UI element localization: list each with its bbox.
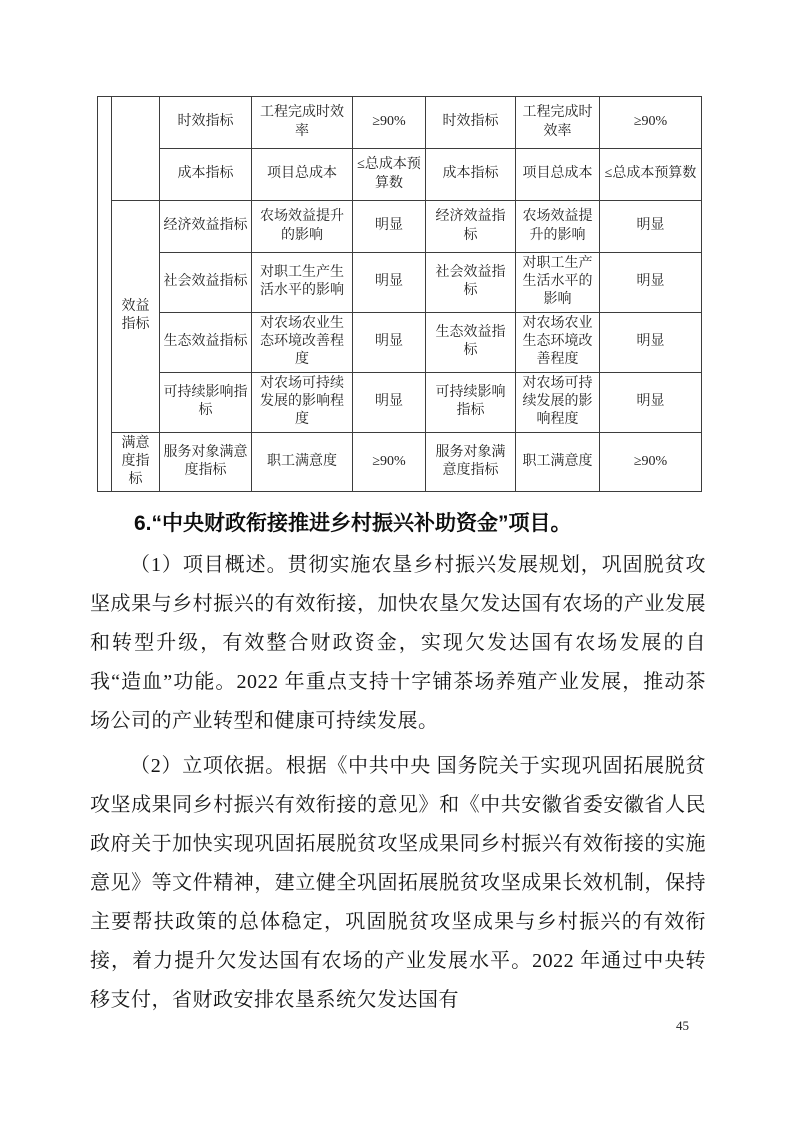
table-cell: 职工满意度 xyxy=(516,432,600,492)
table-cell: ≥90% xyxy=(353,432,426,492)
table-cell: 明显 xyxy=(353,372,426,432)
table-cell: 明显 xyxy=(353,312,426,372)
table-cell: ≥90% xyxy=(353,97,426,149)
table-cell: 农场效益提升的影响 xyxy=(516,201,600,253)
table-cell: 对农场农业生态环境改善程度 xyxy=(252,312,353,372)
table-cell: 明显 xyxy=(600,372,702,432)
table-cell: ≤总成本预算数 xyxy=(600,149,702,201)
table-cell: 生态效益指标 xyxy=(426,312,516,372)
table-cell: 服务对象满意度指标 xyxy=(426,432,516,492)
paragraph-project-basis: （2）立项依据。根据《中共中央 国务院关于实现巩固拓展脱贫攻坚成果同乡村振兴有效衔接的意见》和《中共安徽省委安徽省人民政府关于加快实现巩固拓展脱贫攻坚成果同乡村振兴有效衔接的实施意见》等文件精神，建立健全巩固拓展脱贫攻坚成果长效机制，保持主要帮扶政策的总体稳定，巩固脱贫攻坚成果与乡村振兴的有效衔接，着力提升欠发达国有农场的产业发展水平。2022 年通过中央转移支付，省财政安排农垦系统欠发达国有 xyxy=(90,755,706,1012)
table-cell: 社会效益指标 xyxy=(426,253,516,313)
table-cell: 工程完成时效率 xyxy=(252,97,353,149)
table-cell: ≤总成本预算数 xyxy=(353,149,426,201)
table-cell: 明显 xyxy=(353,253,426,313)
table-cell: 成本指标 xyxy=(160,149,252,201)
table-cell: 可持续影响指标 xyxy=(160,372,252,432)
page-content xyxy=(0,96,794,1020)
table-cell: 对农场可持续发展的影响程度 xyxy=(516,372,600,432)
table-cell: ≥90% xyxy=(600,97,702,149)
table-cell: 农场效益提升的影响 xyxy=(252,201,353,253)
table-cell: 明显 xyxy=(600,253,702,313)
table-cell: 明显 xyxy=(353,201,426,253)
section-heading-item6: 6.“中央财政衔接推进乡村振兴补助资金”项目。 xyxy=(134,512,572,536)
table-cell: 明显 xyxy=(600,201,702,253)
table-cell: 工程完成时效率 xyxy=(516,97,600,149)
table-cell: 职工满意度 xyxy=(252,432,353,492)
page-number: 45 xyxy=(676,1018,689,1033)
table-cell: 经济效益指标 xyxy=(426,201,516,253)
table-cell: 明显 xyxy=(600,312,702,372)
table-cell: 时效指标 xyxy=(160,97,252,149)
table-cell: 项目总成本 xyxy=(516,149,600,201)
paragraph-project-overview: （1）项目概述。贯彻实施农垦乡村振兴发展规划，巩固脱贫攻坚成果与乡村振兴的有效衔接，加快农垦欠发达国有农场的产业发展和转型升级，有效整合财政资金，实现欠发达国有农场发展的自我“造血”功能。2022 年重点支持十字铺茶场养殖产业发展，推动茶场公司的产业转型和健康可持续发展。 xyxy=(90,554,706,733)
table-cell: 服务对象满意度指标 xyxy=(160,432,252,492)
table-cell: 经济效益指标 xyxy=(160,201,252,253)
table-cell-group-benefit: 效益指标 xyxy=(112,201,160,433)
table-cell: 生态效益指标 xyxy=(160,312,252,372)
table-cell: 项目总成本 xyxy=(252,149,353,201)
table-cell: 对农场农业生态环境改善程度 xyxy=(516,312,600,372)
table-cell: 可持续影响指标 xyxy=(426,372,516,432)
table-cell-left-spacer xyxy=(98,97,112,492)
table-cell: 对职工生产生活水平的影响 xyxy=(252,253,353,313)
table-cell: 成本指标 xyxy=(426,149,516,201)
table-cell: 时效指标 xyxy=(426,97,516,149)
table-cell: 对职工生产生活水平的影响 xyxy=(516,253,600,313)
performance-indicator-table xyxy=(97,96,702,492)
table-cell: 社会效益指标 xyxy=(160,253,252,313)
table-cell: ≥90% xyxy=(600,432,702,492)
table-cell: 对农场可持续发展的影响程度 xyxy=(252,372,353,432)
table-cell-group-satisfaction: 满意度指标 xyxy=(112,432,160,492)
table-cell-group-empty xyxy=(112,97,160,201)
